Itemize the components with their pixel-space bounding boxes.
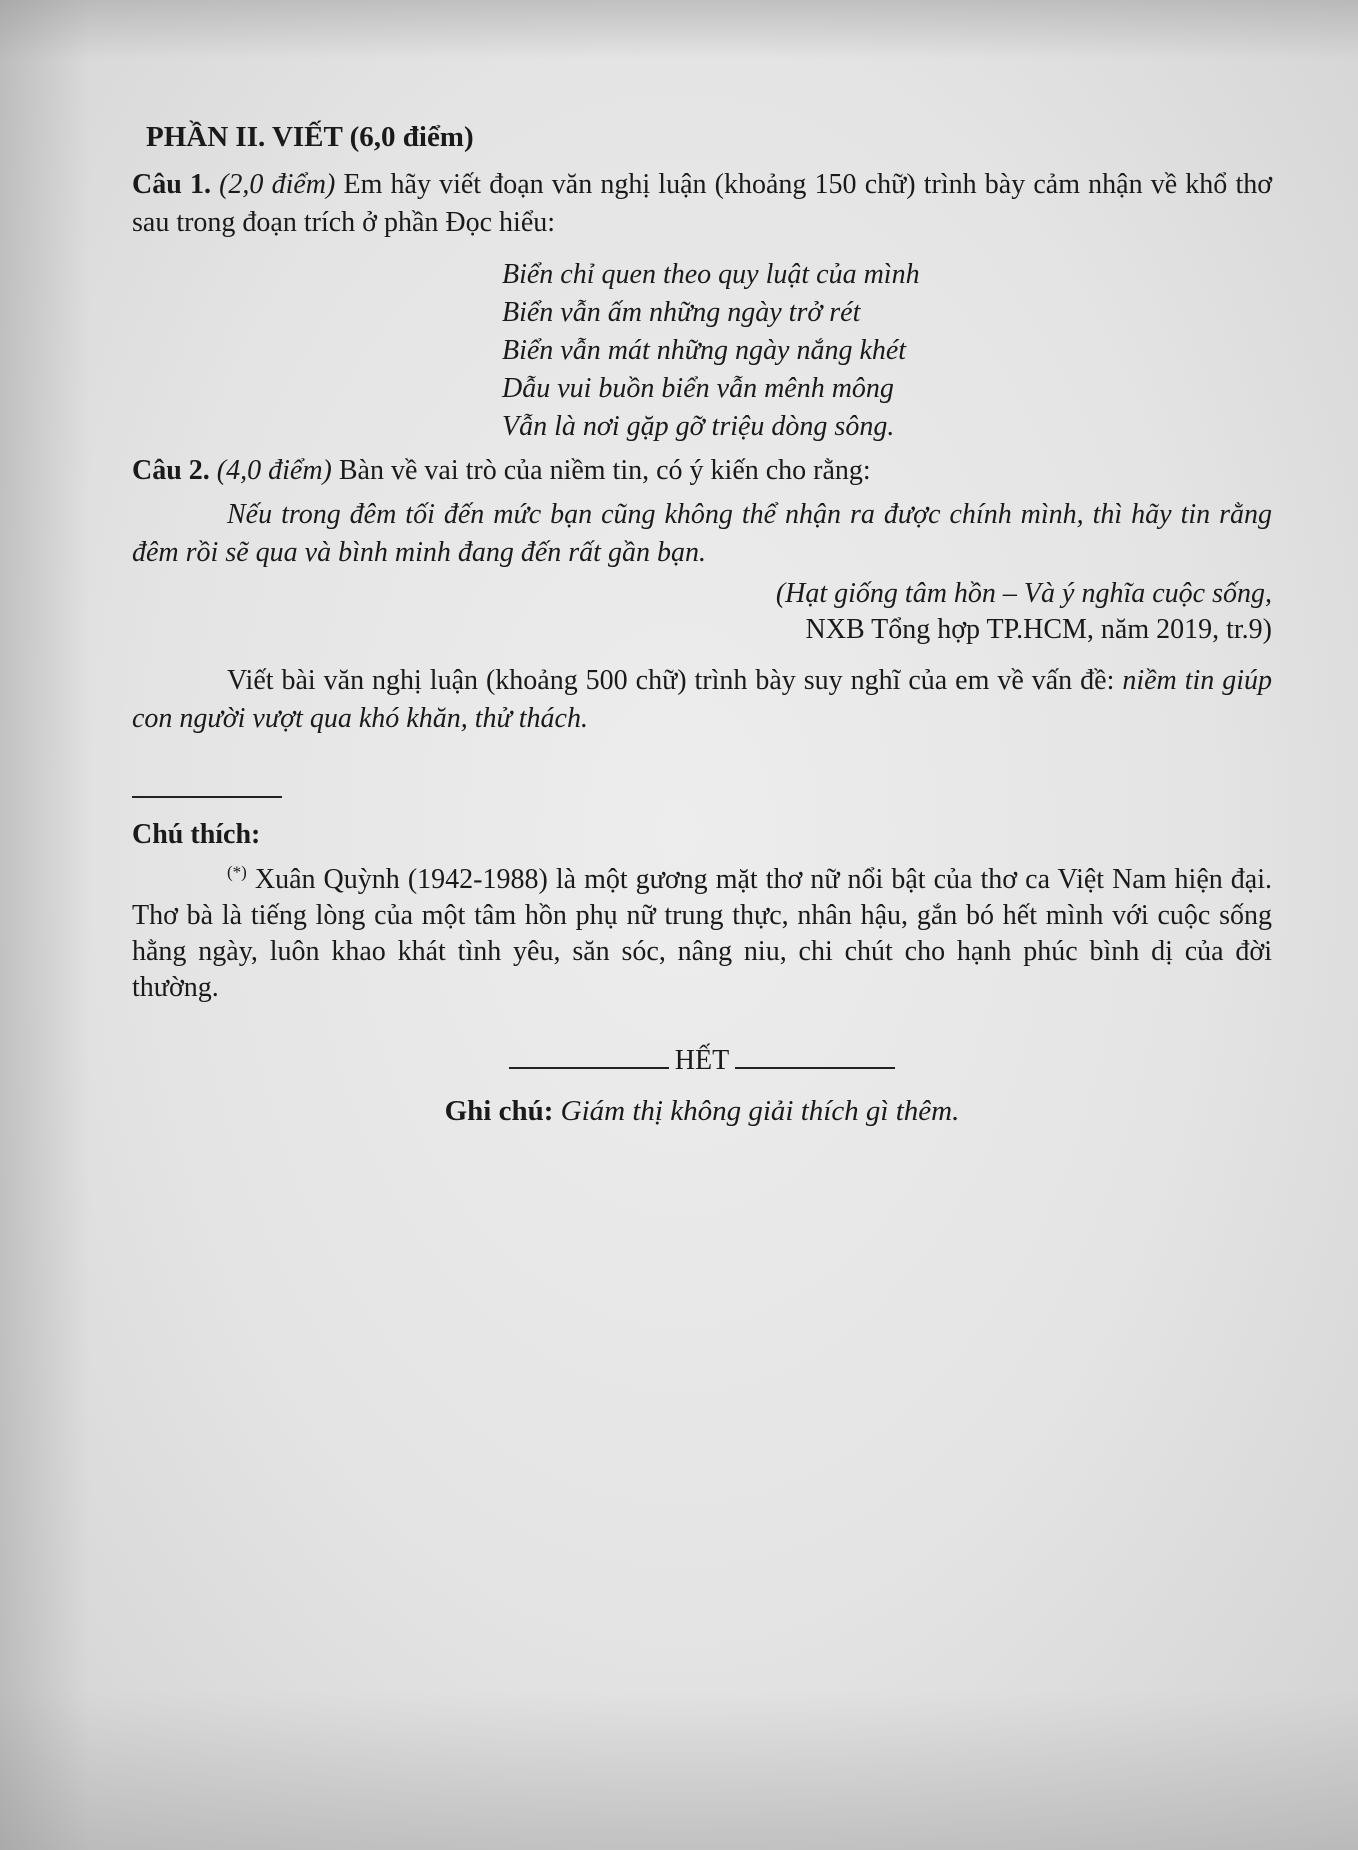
poem-line: Biển vẫn ấm những ngày trở rét (502, 297, 861, 328)
poem-line: Vẫn là nơi gặp gỡ triệu dòng sông. (502, 411, 895, 442)
notes-text (132, 862, 1272, 1006)
poem-line: Biển vẫn mát những ngày nắng khét (502, 335, 907, 366)
section-heading: PHẦN II. VIẾT (6,0 điểm) (146, 121, 474, 153)
end-label: HẾT (674, 1045, 730, 1076)
shadow-top (0, 0, 1358, 60)
question-1-points: (2,0 điểm) (219, 169, 336, 200)
notes-marker: (*) (227, 862, 247, 882)
proctor-note-label: Ghi chú: (444, 1095, 554, 1127)
task-topic: niềm tin giúp con người vượt qua khó khăn, thử thách. (132, 665, 1273, 734)
question-1 (132, 166, 1272, 242)
question-1-prompt: Em hãy viết đoạn văn nghị luận (khoảng 150 chữ) trình bày cảm nhận về khổ thơ sau trong đoạn trích ở phần Đọc hiểu: (132, 169, 1273, 238)
question-2-label: Câu 2. (132, 455, 210, 486)
source-line-1: (Hạt giống tâm hồn – Và ý nghĩa cuộc sống, (775, 578, 1272, 609)
question-2-intro: Bàn về vai trò của niềm tin, có ý kiến cho rằng: (338, 455, 871, 486)
poem-stanza (502, 256, 1272, 446)
end-line-right (735, 1067, 895, 1069)
exam-content (132, 118, 1272, 1130)
question-1-label: Câu 1. (132, 169, 211, 200)
shadow-bottom (0, 1690, 1358, 1850)
shadow-left (0, 0, 90, 1850)
question-2-points: (4,0 điểm) (216, 455, 332, 486)
quote-text: Nếu trong đêm tối đến mức bạn cũng không thể nhận ra được chính mình, thì hãy tin rằng đêm rồi sẽ qua và bình minh đang đến rất gần bạn. (132, 499, 1272, 568)
source-line-2: NXB Tổng hợp TP.HCM, năm 2019, tr.9) (805, 614, 1272, 645)
poem-line: Dẫu vui buồn biển vẫn mênh mông (502, 373, 894, 404)
notes-body: Xuân Quỳnh (1942-1988) là một gương mặt thơ nữ nổi bật của thơ ca Việt Nam hiện đại. Thơ bà là tiếng lòng của một tâm hồn phụ nữ trung thực, nhân hậu, gắn bó hết mình với cuộc sống hằng ngày, luôn khao khát tình yêu, săn sóc, nâng niu, chi chút cho hạnh phúc bình dị của đời thường. (132, 864, 1273, 1003)
poem-line: Biển chỉ quen theo quy luật của mình (502, 259, 920, 290)
notes-title: Chú thích: (132, 819, 261, 850)
question-2 (132, 452, 1272, 490)
proctor-note (132, 1092, 1272, 1130)
task-text: Viết bài văn nghị luận (khoảng 500 chữ) trình bày suy nghĩ của em về vấn đề: (227, 665, 1115, 696)
end-line-left (509, 1067, 669, 1069)
footnote-divider (132, 796, 282, 798)
proctor-note-text: Giám thị không giải thích gì thêm. (560, 1095, 960, 1127)
question-2-task (132, 662, 1272, 738)
quote-source (132, 576, 1272, 648)
end-marker (132, 1042, 1272, 1080)
